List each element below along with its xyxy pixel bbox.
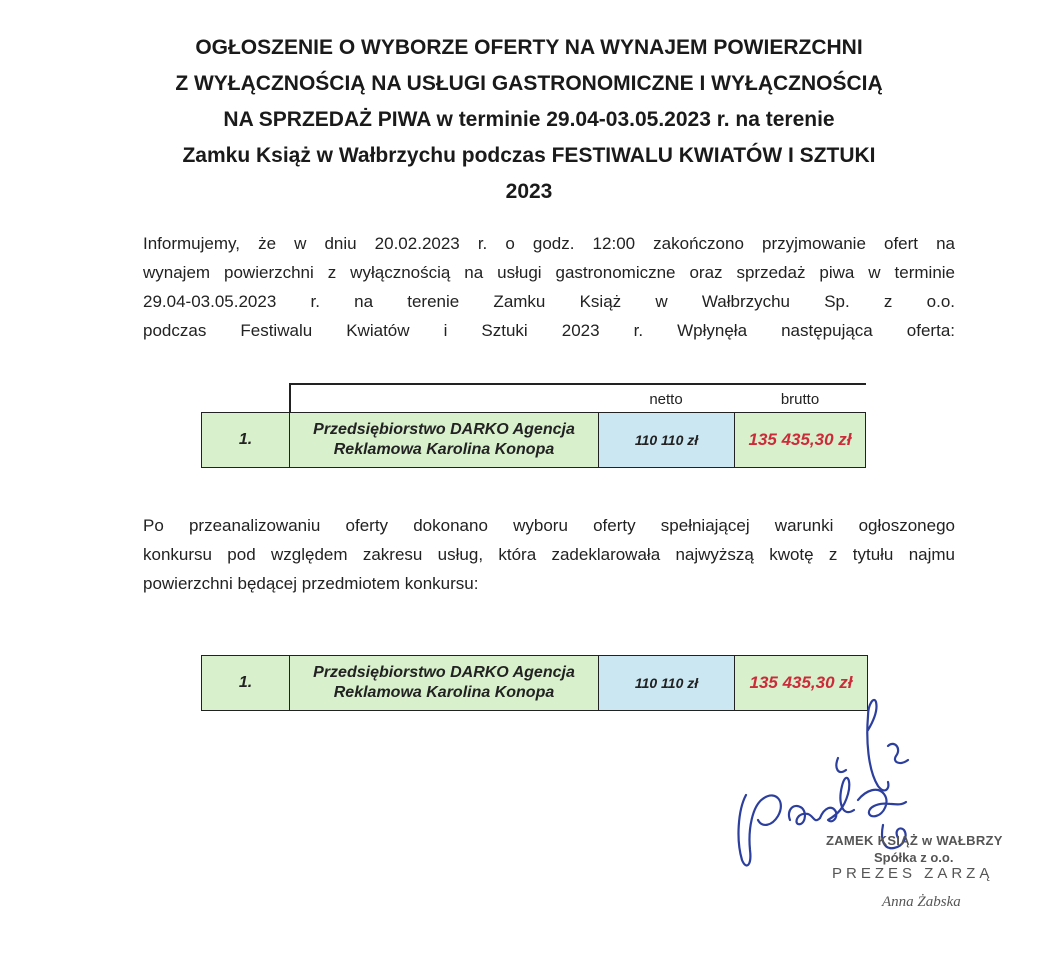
company-name-line-1: Przedsiębiorstwo DARKO Agencja (313, 664, 575, 681)
company-stamp (826, 833, 1026, 911)
stamp-company-type: Spółka z o.o. (874, 850, 954, 865)
header-netto: netto (649, 391, 683, 408)
title-line-3: NA SPRZEDAŻ PIWA w terminie 29.04-03.05.2023 r. na terenie (223, 108, 835, 131)
title-line-1: OGŁOSZENIE O WYBORZE OFERTY NA WYNAJEM POWIERZCHNI (195, 36, 863, 59)
intro-line-1: Informujemy, że w dniu 20.02.2023 r. o godz. 12:00 zakończono przyjmowanie ofert na (143, 234, 955, 253)
intro-line-2: wynajem powierzchni z wyłącznością na usługi gastronomiczne oraz sprzedaż piwa w terminie (143, 263, 955, 282)
decision-line-2: konkursu pod względem zakresu usług, która zadeklarowała najwyższą kwotę z tytułu najmu (143, 545, 955, 564)
decision-line-1: Po przeanalizowaniu oferty dokonano wyboru oferty spełniającej warunki ogłoszonego (143, 516, 955, 535)
stamp-company-name: ZAMEK KSIĄŻ w WAŁBRZY (826, 833, 1003, 848)
brutto-amount: 135 435,30 zł (735, 413, 865, 467)
intro-line-3: 29.04-03.05.2023 r. na terenie Zamku Książ w Wałbrzychu Sp. z o.o. (143, 292, 955, 311)
row-number: 1. (202, 656, 290, 710)
netto-amount: 110 110 zł (599, 656, 735, 710)
table-header-border-top (289, 383, 866, 385)
row-number: 1. (202, 413, 290, 467)
decision-paragraph (143, 511, 955, 598)
intro-paragraph (143, 229, 955, 345)
brutto-amount: 135 435,30 zł (735, 656, 867, 710)
stamp-person-name: Anna Żabska (882, 894, 961, 910)
company-name-line-2: Reklamowa Karolina Konopa (333, 441, 555, 458)
stamp-role: PREZES ZARZĄ (832, 865, 994, 882)
company-name-line-2: Reklamowa Karolina Konopa (333, 684, 555, 701)
decision-line-3: powierzchni będącej przedmiotem konkursu: (143, 574, 479, 593)
document-title (29, 30, 1029, 210)
header-brutto: brutto (780, 391, 820, 408)
netto-amount: 110 110 zł (599, 413, 735, 467)
intro-line-4: podczas Festiwalu Kwiatów i Sztuki 2023 r. Wpłynęła następująca oferta: (143, 321, 955, 340)
title-line-2: Z WYŁĄCZNOŚCIĄ NA USŁUGI GASTRONOMICZNE I WYŁĄCZNOŚCIĄ (175, 72, 883, 95)
company-name-line-1: Przedsiębiorstwo DARKO Agencja (313, 421, 575, 438)
offer-table-row (201, 412, 866, 468)
title-line-5: 2023 (505, 180, 553, 203)
table-header-border-left (289, 383, 291, 413)
title-line-4: Zamku Książ w Wałbrzychu podczas FESTIWALU KWIATÓW I SZTUKI (182, 144, 876, 167)
company-name-cell (290, 413, 599, 467)
company-name-cell (290, 656, 599, 710)
